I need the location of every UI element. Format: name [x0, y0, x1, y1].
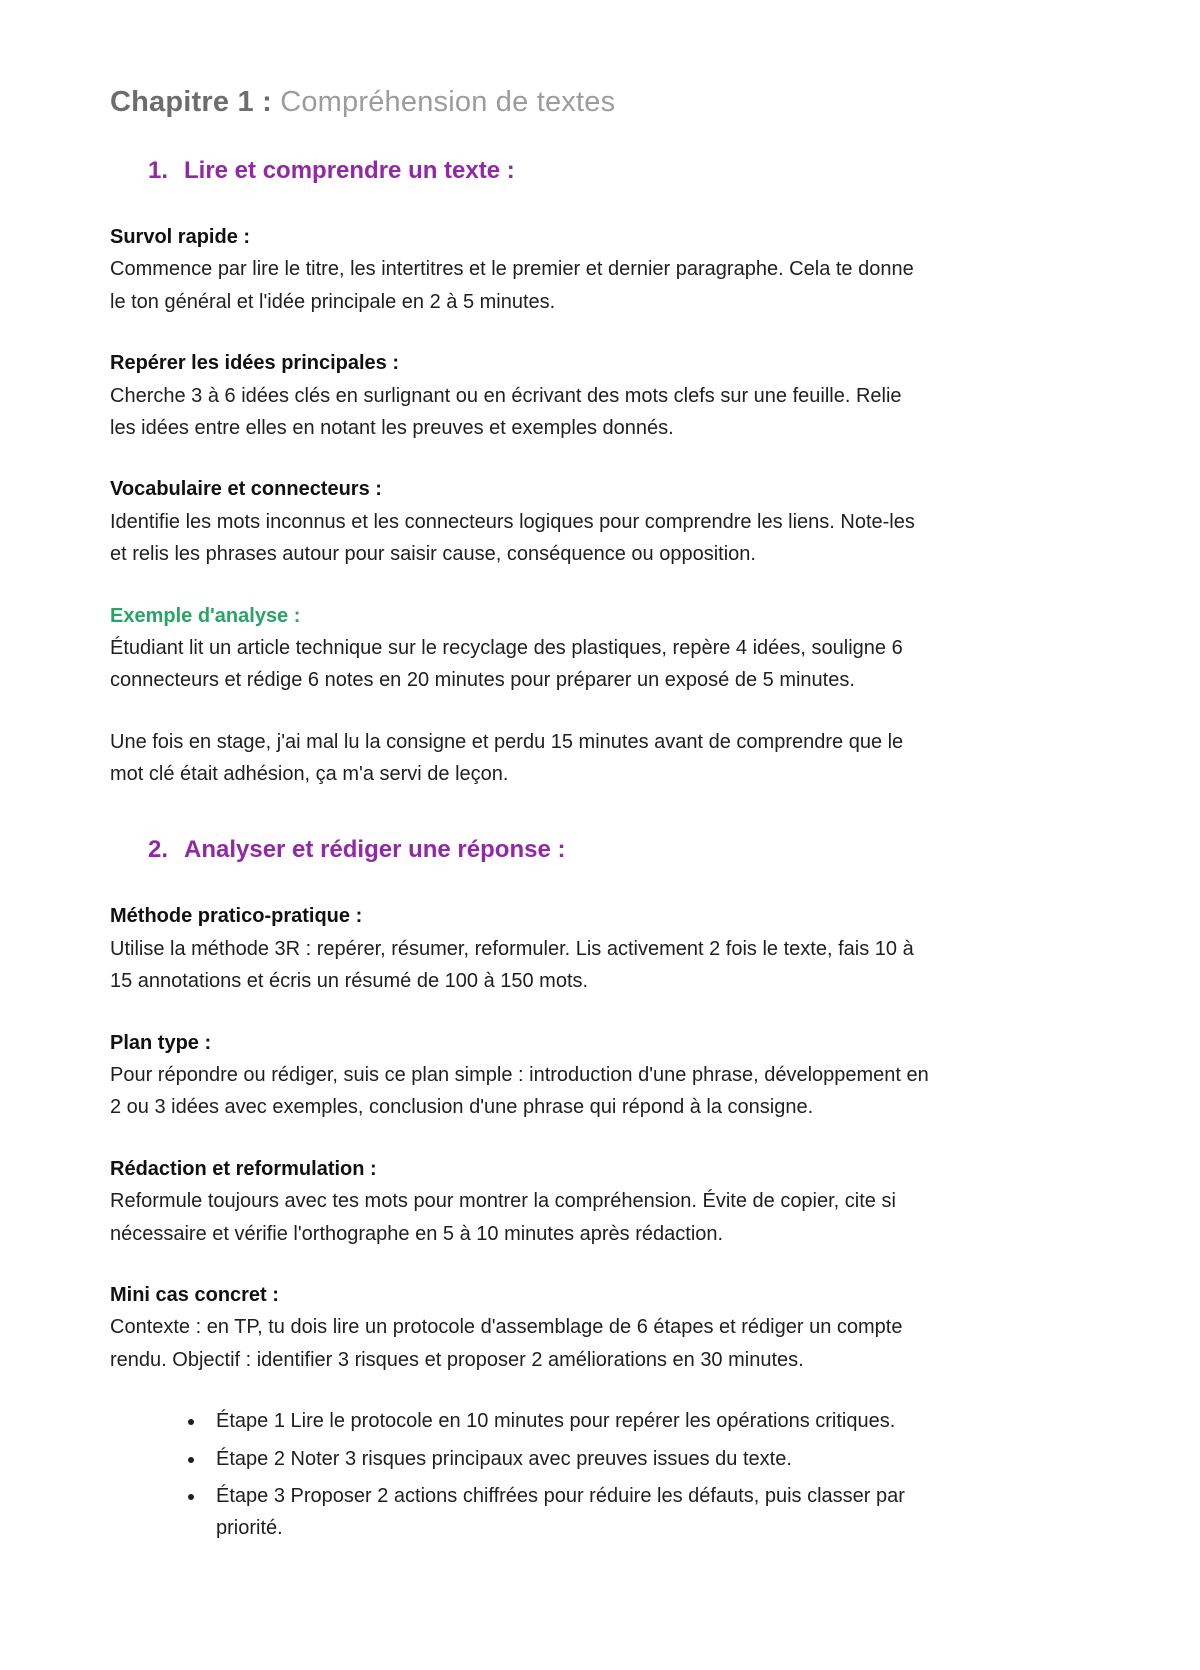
section-1-number: 1. — [148, 157, 169, 184]
block-text: Commence par lire le titre, les intertitres et le premier et dernier paragraphe. Cela te donne le ton général et l'idée principale en 2 à 5 minutes. — [110, 258, 914, 313]
block-survol-rapide — [110, 221, 930, 318]
section-2-heading-text: Analyser et rédiger une réponse : — [184, 836, 566, 864]
block-text: Identifie les mots inconnus et les connecteurs logiques pour comprendre les liens. Note-les et relis les phrases autour pour saisir cause, conséquence ou opposition. — [110, 510, 915, 566]
block-label-example: Exemple d'analyse : — [110, 604, 301, 627]
section-2-content — [110, 900, 930, 1544]
block-mini-cas-concret — [110, 1279, 930, 1376]
block-reperer-idees — [110, 347, 930, 444]
block-label: Vocabulaire et connecteurs : — [110, 478, 382, 501]
block-label: Survol rapide : — [110, 226, 251, 248]
section-1-heading — [148, 157, 930, 185]
list-item: • Étape 3 Proposer 2 actions chiffrées pour réduire les défauts, puis classer par priorité. — [206, 1480, 930, 1545]
block-vocabulaire-connecteurs — [110, 473, 930, 570]
list-item: • Étape 1 Lire le protocole en 10 minutes pour repérer les opérations critiques. — [206, 1405, 930, 1437]
spacer — [110, 820, 930, 836]
page-title-rest: Compréhension de textes — [280, 86, 616, 118]
block-text: Utilise la méthode 3R : repérer, résumer, reformuler. Lis activement 2 fois le texte, fais 10 à 15 annotations et écris un résumé de 100 à 150 mots. — [110, 937, 914, 993]
section-1-content — [110, 221, 930, 790]
page-title — [110, 86, 930, 119]
block-methode-pratico — [110, 900, 930, 997]
section-2-number: 2. — [148, 836, 169, 864]
page-title-prefix: Chapitre 1 : — [110, 86, 272, 118]
block-text: Pour répondre ou rédiger, suis ce plan simple : introduction d'une phrase, développement en 2 ou 3 idées avec exemples, conclusion d'une phrase qui répond à la consigne. — [110, 1064, 929, 1119]
section-1-heading-text: Lire et comprendre un texte : — [184, 157, 515, 184]
block-exemple-analyse — [110, 600, 930, 697]
block-text: Contexte : en TP, tu dois lire un protocole d'assemblage de 6 étapes et rédiger un compte rendu. Objectif : identifier 3 risques et proposer 2 améliorations en 30 minutes. — [110, 1316, 903, 1371]
block-label: Méthode pratico-pratique : — [110, 905, 363, 928]
block-plan-type — [110, 1027, 930, 1124]
block-label: Plan type : — [110, 1031, 212, 1054]
block-redaction-reformulation — [110, 1153, 930, 1250]
block-text: Reformule toujours avec tes mots pour montrer la compréhension. Évite de copier, cite si nécessaire et vérifie l'orthographe en 5 à 10 minutes après rédaction. — [110, 1190, 896, 1245]
section-1-closing-paragraph: Une fois en stage, j'ai mal lu la consigne et perdu 15 minutes avant de comprendre que le mot clé était adhésion, ça m'a servi de leçon. — [110, 730, 904, 786]
block-label: Mini cas concret : — [110, 1283, 279, 1306]
section-2-heading — [148, 836, 930, 864]
block-text: Cherche 3 à 6 idées clés en surlignant ou en écrivant des mots clefs sur une feuille. Relie les idées entre elles en notant les preuves et exemples donnés. — [110, 384, 902, 439]
list-item: • Étape 2 Noter 3 risques principaux avec preuves issues du texte. — [206, 1443, 930, 1475]
block-label: Rédaction et reformulation : — [110, 1157, 377, 1180]
block-text: Étudiant lit un article technique sur le recyclage des plastiques, repère 4 idées, souligne 6 connecteurs et rédige 6 notes en 20 minutes pour préparer un exposé de 5 minutes. — [110, 636, 903, 692]
steps-list — [206, 1405, 930, 1545]
block-label: Repérer les idées principales : — [110, 352, 400, 375]
